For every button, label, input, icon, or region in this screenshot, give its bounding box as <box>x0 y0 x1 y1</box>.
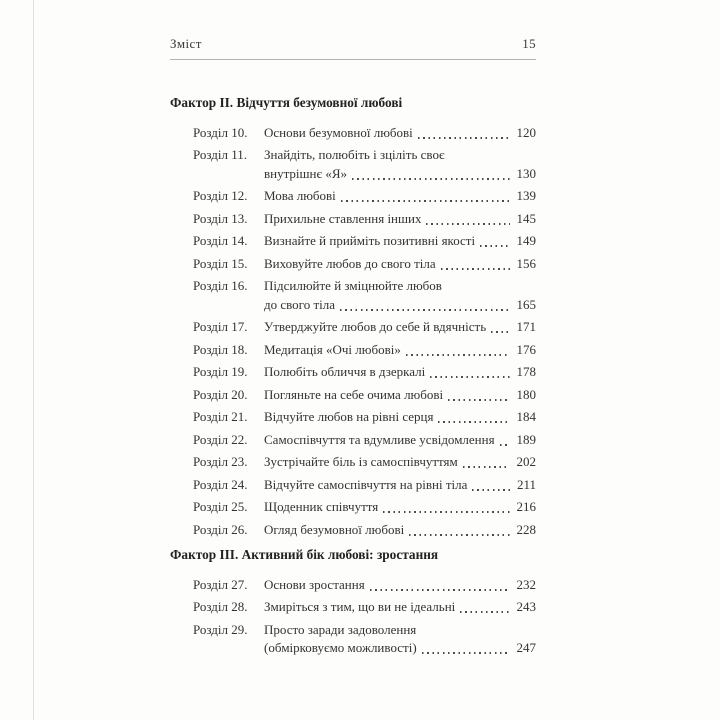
dot-leader <box>433 408 516 427</box>
toc-entry <box>170 521 536 540</box>
chapter-page-number: 232 <box>516 576 536 592</box>
chapter-title: Мова любові <box>264 188 336 203</box>
chapter-page-number: 139 <box>516 188 536 203</box>
toc-entry <box>170 621 536 658</box>
toc-entry <box>170 146 536 183</box>
chapter-number-label: Розділ 10. <box>193 124 248 140</box>
book-page <box>170 0 536 662</box>
dot-leader <box>443 386 516 405</box>
section-heading: Фактор ІІ. Відчуття безумовної любові <box>170 95 403 110</box>
dot-leader <box>436 255 517 274</box>
chapter-number-label: Розділ 12. <box>193 188 248 203</box>
dot-leader <box>335 296 517 315</box>
chapter-title: Відчуйте любов на рівні серця <box>264 409 434 424</box>
chapter-page-number: 228 <box>516 521 536 537</box>
chapter-page-number: 165 <box>516 296 536 312</box>
chapter-number-label: Розділ 25. <box>193 499 248 514</box>
chapter-page-number: 171 <box>516 319 536 334</box>
chapter-title: Основи безумовної любові <box>264 124 413 140</box>
chapter-page-number: 180 <box>516 386 536 402</box>
chapter-title: Знайдіть, полюбіть і зціліть своє <box>264 147 445 162</box>
toc-entry <box>170 232 536 251</box>
chapter-page-number: 176 <box>516 341 536 357</box>
toc-entry <box>170 341 536 360</box>
chapter-number-label: Розділ 13. <box>193 210 248 226</box>
chapter-title: Основи зростання <box>264 576 365 592</box>
dot-leader <box>347 165 516 184</box>
chapter-page-number: 211 <box>516 476 536 492</box>
dot-leader <box>401 341 517 360</box>
chapter-number-label: Розділ 19. <box>193 364 248 379</box>
dot-leader <box>404 521 516 540</box>
chapter-title: Підсилюйте й зміцнюйте любов <box>264 278 442 293</box>
chapter-number-label: Розділ 16. <box>193 278 248 293</box>
chapter-title: Змиріться з тим, що ви не ідеальні <box>264 599 456 614</box>
chapter-title: Полюбіть обличчя в дзеркалі <box>264 364 426 379</box>
table-of-contents <box>170 94 536 658</box>
toc-entry <box>170 453 536 472</box>
toc-section <box>170 546 536 658</box>
page-gutter-line <box>33 0 34 720</box>
header-page-number: 15 <box>522 36 536 51</box>
chapter-number-label: Розділ 29. <box>193 621 248 637</box>
dot-leader <box>425 363 516 382</box>
chapter-page-number: 189 <box>516 431 536 447</box>
chapter-page-number: 178 <box>516 364 536 379</box>
header-rule <box>170 59 536 60</box>
chapter-number-label: Розділ 28. <box>193 599 248 614</box>
chapter-page-number: 149 <box>516 233 536 248</box>
header-title: Зміст <box>170 36 202 51</box>
chapter-number-label: Розділ 21. <box>193 409 248 424</box>
dot-leader <box>421 210 516 229</box>
chapter-page-number: 130 <box>516 165 536 181</box>
toc-entry <box>170 363 536 382</box>
chapter-title: Медитація «Очі любові» <box>264 341 401 357</box>
chapter-title: Самоспівчуття та вдумливе усвідомлення <box>264 431 495 447</box>
chapter-title-continued: (обмірковуємо можливості) <box>264 640 417 655</box>
chapter-number-label: Розділ 15. <box>193 255 248 271</box>
chapter-number-label: Розділ 17. <box>193 319 248 334</box>
chapter-number-label: Розділ 26. <box>193 521 248 537</box>
dot-leader <box>458 453 517 472</box>
chapter-title: Погляньте на себе очима любові <box>264 386 444 402</box>
chapter-title: Огляд безумовної любові <box>264 521 405 537</box>
chapter-page-number: 243 <box>516 599 536 614</box>
toc-section <box>170 94 536 539</box>
toc-entry <box>170 476 536 495</box>
chapter-page-number: 247 <box>516 640 536 655</box>
toc-entry <box>170 498 536 517</box>
chapter-title: Відчуйте самоспівчуття на рівні тіла <box>264 476 468 492</box>
toc-entry <box>170 576 536 595</box>
chapter-number-label: Розділ 24. <box>193 476 248 492</box>
chapter-page-number: 202 <box>516 454 536 469</box>
toc-entry <box>170 187 536 206</box>
chapter-page-number: 120 <box>516 124 536 140</box>
dot-leader <box>455 598 516 617</box>
chapter-page-number: 145 <box>516 210 536 226</box>
dot-leader <box>417 639 517 658</box>
chapter-title: Просто заради задоволення <box>264 621 417 637</box>
dot-leader <box>467 476 517 495</box>
chapter-title: Прихильне ставлення інших <box>264 210 422 226</box>
page-header <box>170 36 536 52</box>
toc-entry <box>170 598 536 617</box>
dot-leader <box>378 498 516 517</box>
toc-entry <box>170 318 536 337</box>
chapter-number-label: Розділ 14. <box>193 233 248 248</box>
chapter-title: Щоденник співчуття <box>264 499 379 514</box>
toc-entry <box>170 124 536 143</box>
chapter-number-label: Розділ 18. <box>193 341 248 357</box>
toc-entry <box>170 386 536 405</box>
chapter-page-number: 216 <box>516 499 536 514</box>
chapter-number-label: Розділ 11. <box>193 147 248 162</box>
chapter-title: Зустрічайте біль із самоспівчуттям <box>264 454 458 469</box>
dot-leader <box>365 576 517 595</box>
dot-leader <box>475 232 516 251</box>
toc-entry <box>170 277 536 314</box>
chapter-title-continued: внутрішнє «Я» <box>264 165 348 181</box>
chapter-number-label: Розділ 27. <box>193 576 248 592</box>
toc-entry <box>170 210 536 229</box>
dot-leader <box>486 318 516 337</box>
chapter-number-label: Розділ 23. <box>193 454 248 469</box>
dot-leader <box>413 124 517 143</box>
chapter-title: Утверджуйте любов до себе й вдячність <box>264 319 487 334</box>
chapter-title: Виховуйте любов до свого тіла <box>264 255 436 271</box>
dot-leader <box>336 187 517 206</box>
chapter-number-label: Розділ 20. <box>193 386 248 402</box>
chapter-title: Визнайте й прийміть позитивні якості <box>264 233 476 248</box>
toc-entry <box>170 255 536 274</box>
chapter-page-number: 184 <box>516 409 536 424</box>
dot-leader <box>495 431 517 450</box>
chapter-page-number: 156 <box>516 255 536 271</box>
toc-entry <box>170 408 536 427</box>
toc-entry <box>170 431 536 450</box>
section-heading: Фактор ІІІ. Активний бік любові: зростання <box>170 547 439 562</box>
chapter-title-continued: до свого тіла <box>264 296 335 312</box>
chapter-number-label: Розділ 22. <box>193 431 248 447</box>
